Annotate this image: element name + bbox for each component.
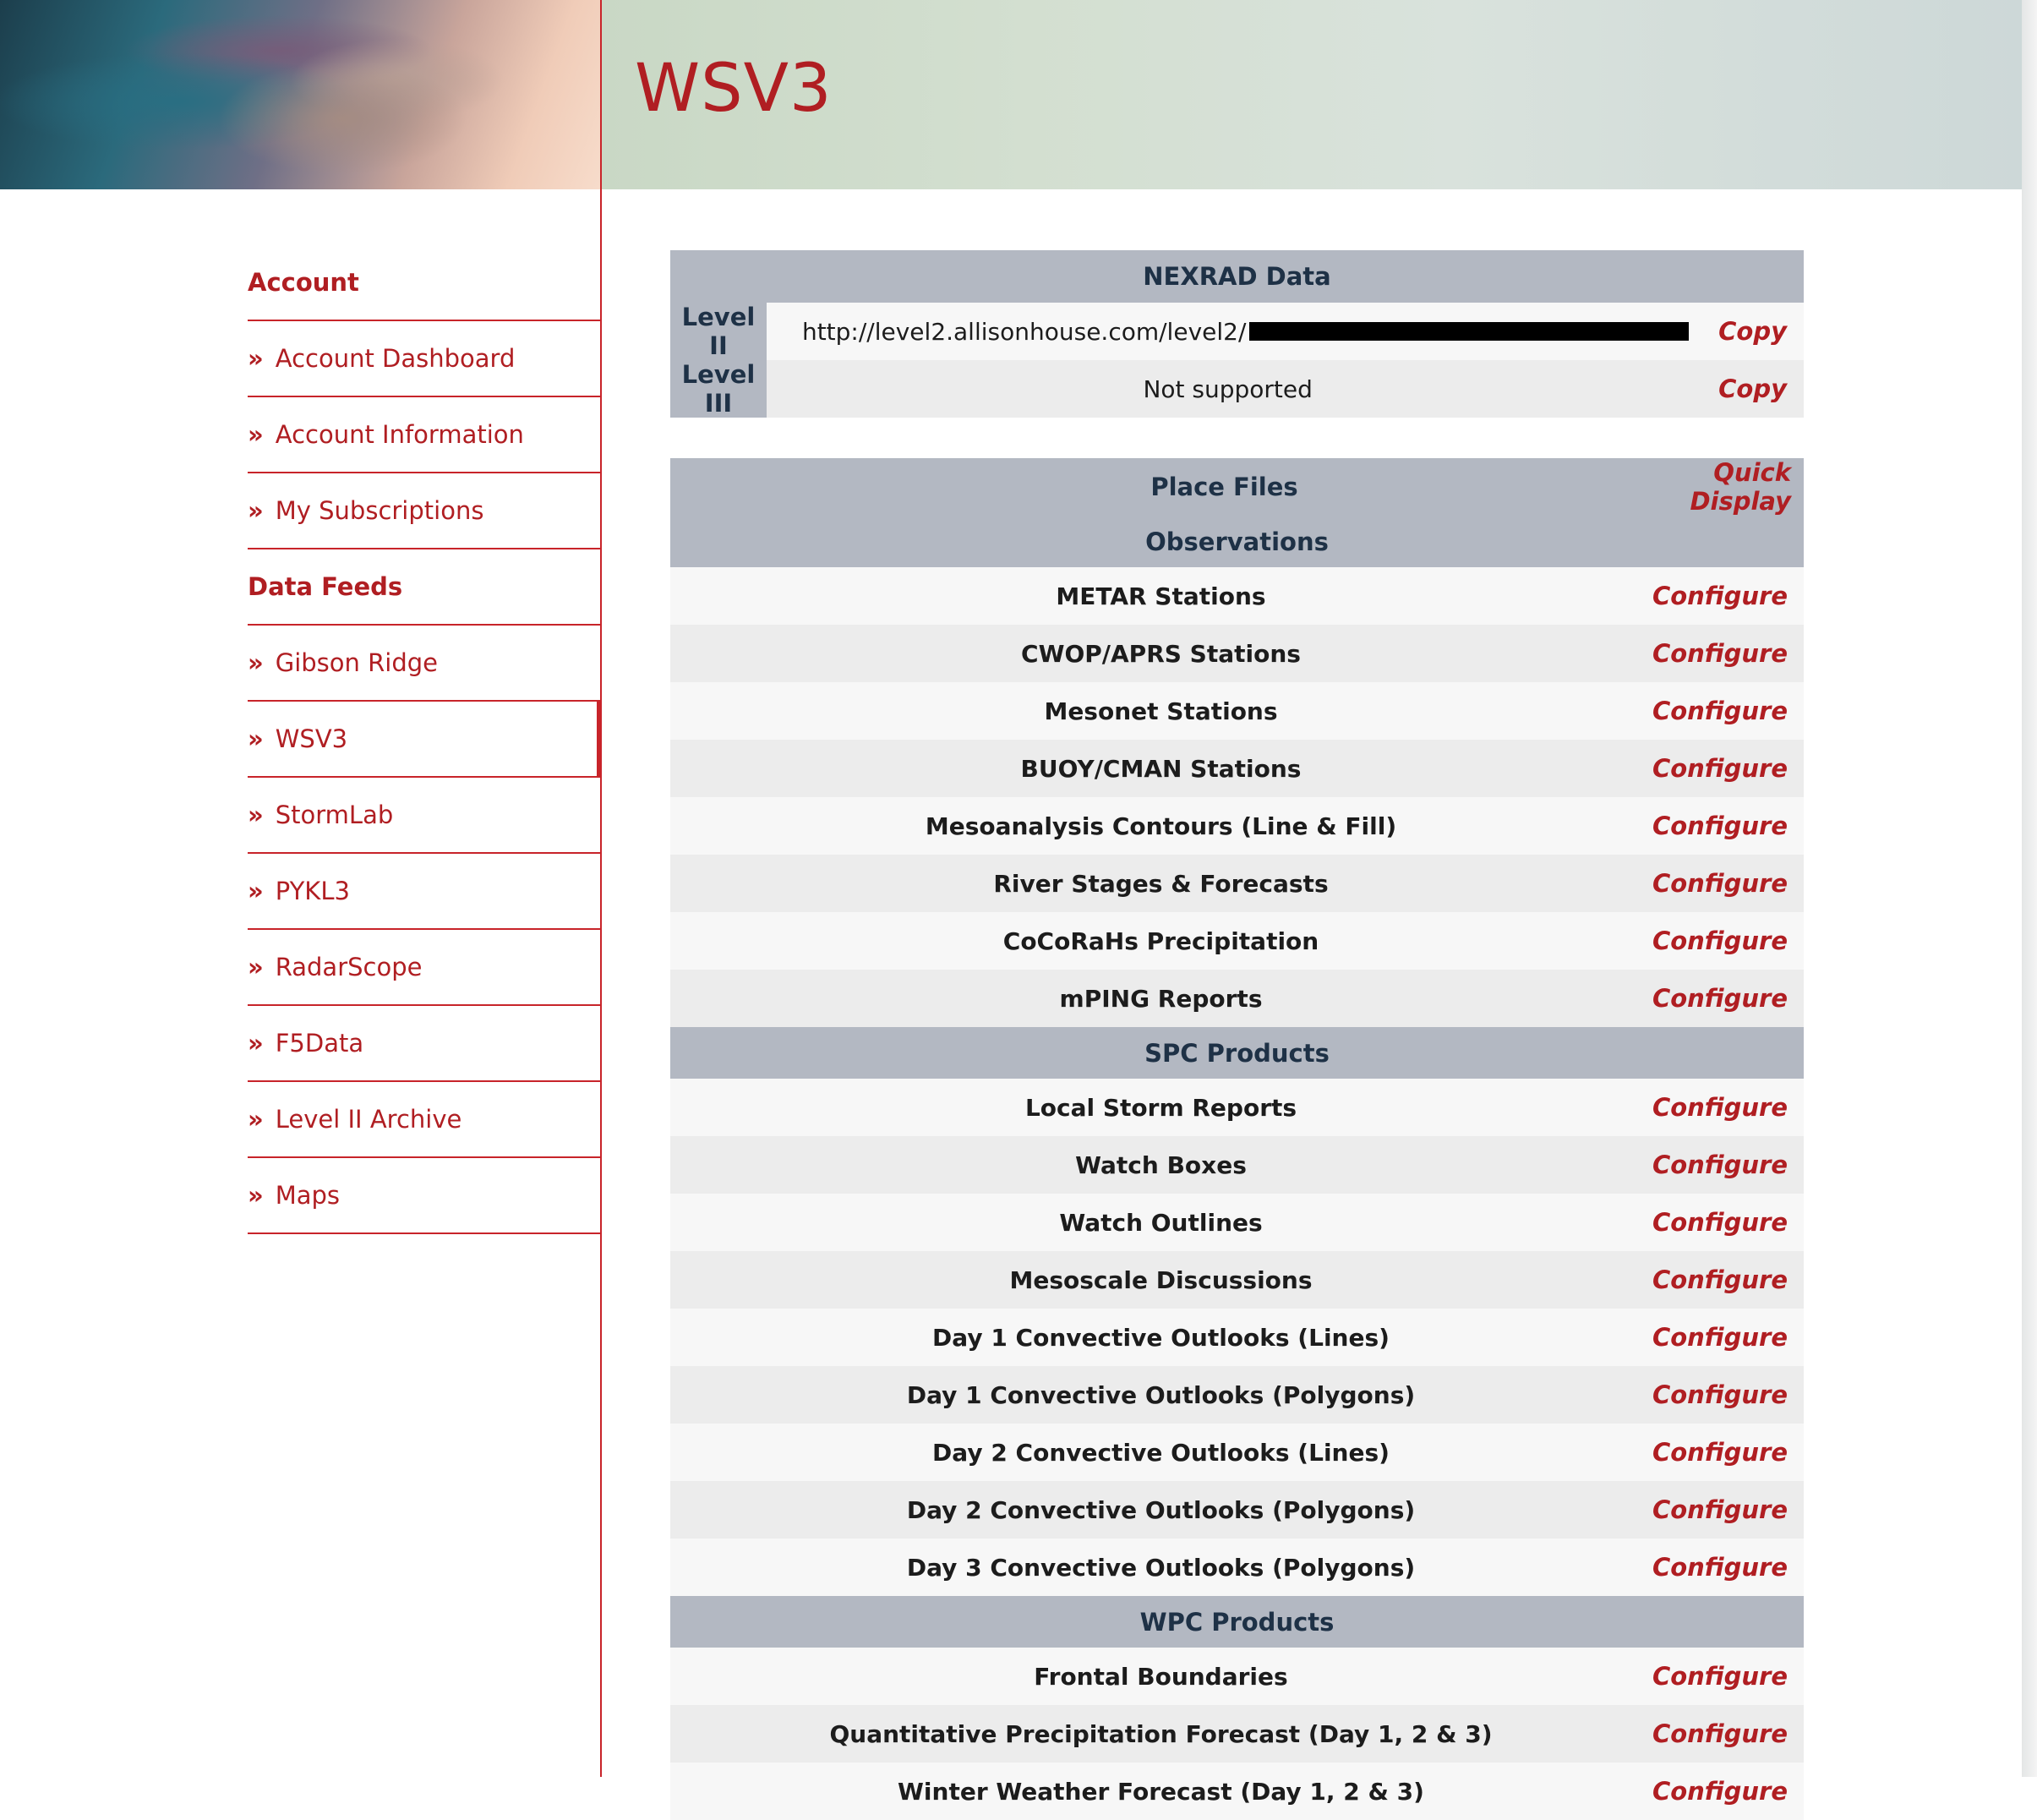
configure-button[interactable]: Configure bbox=[1635, 682, 1804, 740]
sidebar-item-label: RadarScope bbox=[275, 953, 423, 981]
level-ii-url: http://level2.allisonhouse.com/level2/ bbox=[801, 317, 1247, 346]
configure-button[interactable]: Configure bbox=[1635, 1763, 1804, 1820]
copy-level-ii-button[interactable]: Copy bbox=[1689, 303, 1804, 360]
chevron-right-icon: » bbox=[248, 1181, 264, 1210]
product-name: Mesonet Stations bbox=[670, 682, 1635, 740]
page-title: WSV3 bbox=[635, 51, 833, 127]
product-name: River Stages & Forecasts bbox=[670, 855, 1635, 912]
table-row bbox=[670, 1309, 1804, 1366]
table-row bbox=[670, 1648, 1804, 1705]
table-row bbox=[670, 1539, 1804, 1596]
chevron-right-icon: » bbox=[248, 344, 264, 373]
sidebar-item-f5data[interactable] bbox=[248, 1006, 601, 1082]
chevron-right-icon: » bbox=[248, 724, 264, 753]
sidebar-item-label: StormLab bbox=[275, 801, 394, 829]
group-header-spc-products bbox=[670, 1027, 1804, 1079]
group-header-observations bbox=[670, 516, 1804, 567]
product-name: Local Storm Reports bbox=[670, 1079, 1635, 1136]
sidebar-item-maps[interactable] bbox=[248, 1158, 601, 1234]
configure-button[interactable]: Configure bbox=[1635, 1366, 1804, 1424]
table-row bbox=[670, 1366, 1804, 1424]
page-right-edge bbox=[2022, 0, 2037, 1777]
product-name: Quantitative Precipitation Forecast (Day 1, 2 & 3) bbox=[670, 1705, 1635, 1763]
product-name: CWOP/APRS Stations bbox=[670, 625, 1635, 682]
chevron-right-icon: » bbox=[248, 801, 264, 829]
chevron-right-icon: » bbox=[248, 420, 264, 449]
configure-button[interactable]: Configure bbox=[1635, 912, 1804, 970]
product-name: BUOY/CMAN Stations bbox=[670, 740, 1635, 797]
sidebar-item-label: Account Dashboard bbox=[275, 344, 516, 373]
sidebar-section-account: Account bbox=[248, 245, 601, 321]
level-iii-row bbox=[670, 360, 1804, 418]
sidebar-item-label: My Subscriptions bbox=[275, 496, 484, 525]
table-row bbox=[670, 1079, 1804, 1136]
copy-level-iii-button[interactable]: Copy bbox=[1689, 360, 1804, 418]
level-iii-value: Not supported bbox=[767, 360, 1689, 418]
level-iii-label: Level III bbox=[670, 360, 767, 418]
sidebar-item-gibson-ridge[interactable] bbox=[248, 626, 601, 702]
product-name: Watch Outlines bbox=[670, 1194, 1635, 1251]
table-row bbox=[670, 1705, 1804, 1763]
configure-button[interactable]: Configure bbox=[1635, 797, 1804, 855]
table-row bbox=[670, 1136, 1804, 1194]
configure-button[interactable]: Configure bbox=[1635, 1705, 1804, 1763]
sidebar-item-label: PYKL3 bbox=[275, 877, 350, 905]
sidebar-section-data-feeds: Data Feeds bbox=[248, 549, 601, 626]
product-name: METAR Stations bbox=[670, 567, 1635, 625]
place-files-table bbox=[670, 458, 1804, 1820]
sidebar-item-my-subscriptions[interactable] bbox=[248, 473, 601, 549]
sidebar-item-label: Maps bbox=[275, 1181, 341, 1210]
configure-button[interactable]: Configure bbox=[1635, 1481, 1804, 1539]
chevron-right-icon: » bbox=[248, 496, 264, 525]
configure-button[interactable]: Configure bbox=[1635, 625, 1804, 682]
group-header-wpc-products bbox=[670, 1596, 1804, 1648]
table-row bbox=[670, 855, 1804, 912]
configure-button[interactable]: Configure bbox=[1635, 567, 1804, 625]
configure-button[interactable]: Configure bbox=[1635, 1136, 1804, 1194]
table-row bbox=[670, 1194, 1804, 1251]
chevron-right-icon: » bbox=[248, 648, 264, 677]
table-row bbox=[670, 1481, 1804, 1539]
configure-button[interactable]: Configure bbox=[1635, 1539, 1804, 1596]
product-name: Mesoanalysis Contours (Line & Fill) bbox=[670, 797, 1635, 855]
product-name: Mesoscale Discussions bbox=[670, 1251, 1635, 1309]
table-row bbox=[670, 740, 1804, 797]
table-row bbox=[670, 970, 1804, 1027]
sidebar-item-label: Level II Archive bbox=[275, 1105, 462, 1134]
product-name: Day 1 Convective Outlooks (Polygons) bbox=[670, 1366, 1635, 1424]
header-storm-image bbox=[0, 0, 601, 189]
sidebar-item-label: WSV3 bbox=[275, 724, 348, 753]
table-row bbox=[670, 912, 1804, 970]
table-row bbox=[670, 1251, 1804, 1309]
table-row bbox=[670, 682, 1804, 740]
nexrad-data-table bbox=[670, 250, 1804, 418]
quick-display-link[interactable]: Quick Display bbox=[1635, 458, 1804, 516]
table-row bbox=[670, 625, 1804, 682]
nexrad-title: NEXRAD Data bbox=[670, 250, 1804, 303]
configure-button[interactable]: Configure bbox=[1635, 1424, 1804, 1481]
configure-button[interactable]: Configure bbox=[1635, 1251, 1804, 1309]
main-content bbox=[670, 250, 1804, 1820]
sidebar-nav bbox=[248, 245, 601, 1234]
sidebar-item-pykl3[interactable] bbox=[248, 854, 601, 930]
sidebar-item-account-information[interactable] bbox=[248, 397, 601, 473]
product-name: Frontal Boundaries bbox=[670, 1648, 1635, 1705]
product-name: Winter Weather Forecast (Day 1, 2 & 3) bbox=[670, 1763, 1635, 1820]
group-title: WPC Products bbox=[670, 1596, 1804, 1648]
product-name: Watch Boxes bbox=[670, 1136, 1635, 1194]
place-files-header bbox=[670, 458, 1804, 516]
sidebar-item-wsv3[interactable] bbox=[248, 702, 601, 778]
table-row bbox=[670, 1763, 1804, 1820]
configure-button[interactable]: Configure bbox=[1635, 1079, 1804, 1136]
table-row bbox=[670, 1424, 1804, 1481]
product-name: Day 1 Convective Outlooks (Lines) bbox=[670, 1309, 1635, 1366]
header-title-area bbox=[601, 0, 2022, 189]
chevron-right-icon: » bbox=[248, 877, 264, 905]
configure-button[interactable]: Configure bbox=[1635, 1194, 1804, 1251]
sidebar-item-label: Gibson Ridge bbox=[275, 648, 438, 677]
configure-button[interactable]: Configure bbox=[1635, 855, 1804, 912]
sidebar-item-account-dashboard[interactable] bbox=[248, 321, 601, 397]
chevron-right-icon: » bbox=[248, 1105, 264, 1134]
level-ii-row bbox=[670, 303, 1804, 360]
configure-button[interactable]: Configure bbox=[1635, 1648, 1804, 1705]
product-name: mPING Reports bbox=[670, 970, 1635, 1027]
sidebar-item-radarscope[interactable] bbox=[248, 930, 601, 1006]
product-name: Day 3 Convective Outlooks (Polygons) bbox=[670, 1539, 1635, 1596]
sidebar-item-label: Account Information bbox=[275, 420, 524, 449]
product-name: Day 2 Convective Outlooks (Lines) bbox=[670, 1424, 1635, 1481]
group-title: SPC Products bbox=[670, 1027, 1804, 1079]
level-ii-label: Level II bbox=[670, 303, 767, 360]
product-name: Day 2 Convective Outlooks (Polygons) bbox=[670, 1481, 1635, 1539]
product-name: CoCoRaHs Precipitation bbox=[670, 912, 1635, 970]
place-files-title: Place Files bbox=[670, 458, 1635, 516]
sidebar-item-stormlab[interactable] bbox=[248, 778, 601, 854]
redacted-key bbox=[1249, 322, 1689, 341]
group-title: Observations bbox=[670, 516, 1804, 567]
configure-button[interactable]: Configure bbox=[1635, 1309, 1804, 1366]
configure-button[interactable]: Configure bbox=[1635, 740, 1804, 797]
sidebar-item-label: F5Data bbox=[275, 1029, 364, 1058]
chevron-right-icon: » bbox=[248, 953, 264, 981]
configure-button[interactable]: Configure bbox=[1635, 970, 1804, 1027]
table-row bbox=[670, 567, 1804, 625]
table-row bbox=[670, 797, 1804, 855]
sidebar-item-level-ii-archive[interactable] bbox=[248, 1082, 601, 1158]
chevron-right-icon: » bbox=[248, 1029, 264, 1058]
